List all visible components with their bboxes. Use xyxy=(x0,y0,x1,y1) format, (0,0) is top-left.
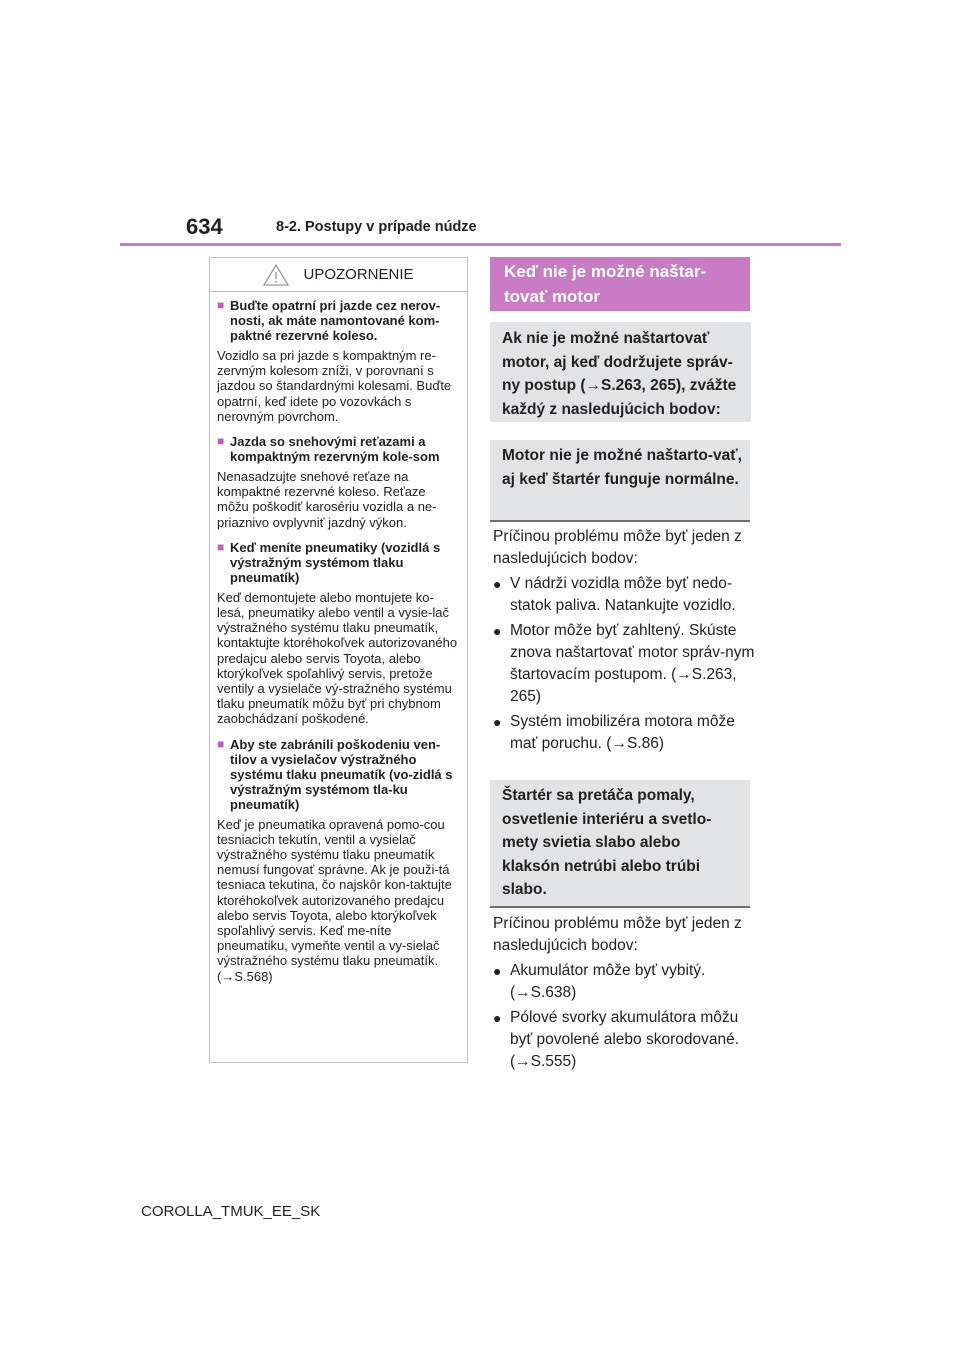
warning-triangle-icon xyxy=(263,264,289,286)
list-item-text: Akumulátor môže byť vybitý. (→S.638) xyxy=(510,962,706,1001)
warning-section-text: Nenasadzujte snehové reťaze na kompaktné rezervné koleso. Reťaze môžu poškodiť karosériu vozidla a ne-priaznivo ovplyvniť jazdný výkon. xyxy=(217,469,437,530)
warning-section xyxy=(217,540,461,727)
warning-title: UPOZORNENIE xyxy=(303,266,414,283)
warning-header xyxy=(210,258,467,292)
warning-box xyxy=(209,257,468,1063)
case2-lead: Príčinou problému môže byť jeden z nasledujúcich bodov: xyxy=(493,915,742,954)
warning-heading-text: Buďte opatrní pri jazde cez nerov-nosti, ak máte namontované kom-paktné rezervné koleso. xyxy=(230,298,441,343)
bullet-dot-icon: ● xyxy=(493,576,502,592)
header-rule xyxy=(120,243,841,246)
page-number: 634 xyxy=(186,214,223,239)
case1-content xyxy=(493,526,755,755)
intro-box: Ak nie je možné naštartovať motor, aj keď dodržujete správ-ny postup (→S.263, 265), zvážte každý z nasledujúcich bodov: xyxy=(490,322,751,422)
list-item-text: Systém imobilizéra motora môže mať poruchu. (→S.86) xyxy=(510,713,735,752)
square-bullet-icon: ■ xyxy=(217,298,225,312)
warning-section-text: Vozidlo sa pri jazde s kompaktným re-zervným kolesom zníži, v porovnaní s jazdou so štandardnými kolesami. Buďte opatrní, keď idete po vozovkách s nerovným povrchom. xyxy=(217,348,452,424)
warning-section-heading xyxy=(217,434,461,464)
bullet-dot-icon: ● xyxy=(493,963,502,979)
section-title: 8-2. Postupy v prípade núdze xyxy=(276,219,477,235)
list-item xyxy=(493,1007,755,1073)
warning-section-heading xyxy=(217,737,461,812)
warning-section xyxy=(217,434,461,530)
warning-heading-text: Aby ste zabránili poškodeniu ven-tilov a vysielačov výstražného systému tlaku pneumatík (vo-zidlá s výstražným systémom tla-ku pneumatík) xyxy=(230,736,453,812)
topic-banner: Keď nie je možné naštar-tovať motor xyxy=(490,257,750,311)
warning-section-text: Keď je pneumatika opravená pomo-cou tesniacich tekutín, ventil a vysielač výstražného systému tlaku pneumatík nemusí fungovať správne. Ak je použi-tá tesniaca tekutina, čo najskôr kon-taktujte ktoréhokoľvek autorizovaného predajcu alebo servis Toyota, alebo ktorýkoľvek spoľahlivý servis. Keď me-níte pneumatiku, vymeňte ventil a vy-sielač výstražného systému tlaku pneumatík. (→S.568) xyxy=(217,816,452,984)
square-bullet-icon: ■ xyxy=(217,539,225,554)
square-bullet-icon: ■ xyxy=(217,736,225,751)
list-item xyxy=(493,711,755,755)
bullet-dot-icon: ● xyxy=(493,623,502,639)
warning-body xyxy=(210,292,467,984)
case2-content xyxy=(493,913,755,1073)
warning-heading-text: Keď meníte pneumatiky (vozidlá s výstražným systémom tlaku pneumatík) xyxy=(230,539,441,585)
case1-heading-box: Motor nie je možné naštarto-vať, aj keď štartér funguje normálne. xyxy=(490,440,750,522)
footer-document-id: COROLLA_TMUK_EE_SK xyxy=(141,1203,321,1220)
warning-heading-text: Jazda so snehovými reťazami a kompaktným rezervným kole-som xyxy=(230,434,440,465)
list-item xyxy=(493,960,755,1004)
list-item xyxy=(493,620,755,708)
bullet-dot-icon: ● xyxy=(493,1010,502,1026)
list-item-text: Pólové svorky akumulátora môžu byť povolené alebo skorodované. (→S.555) xyxy=(510,1009,740,1070)
bullet-dot-icon: ● xyxy=(493,714,502,730)
case1-lead: Príčinou problému môže byť jeden z nasledujúcich bodov: xyxy=(493,528,742,567)
square-bullet-icon: ■ xyxy=(217,434,225,449)
list-item-text: Motor môže byť zahltený. Skúste znova naštartovať motor správ-nym štartovacím postupom. (→S.263, 265) xyxy=(510,622,755,705)
warning-section-heading xyxy=(217,298,461,343)
warning-section xyxy=(217,737,461,984)
list-item-text: V nádrži vozidla môže byť nedo-statok paliva. Natankujte vozidlo. xyxy=(510,575,736,614)
list-item xyxy=(493,573,755,617)
warning-section-text: Keď demontujete alebo montujete ko-lesá, pneumatiky alebo ventil a vysie-lač výstražného systému tlaku pneumatík, kontaktujte ktoréhokoľvek autorizovaného predajcu alebo servis Toyota, alebo ktorýkoľvek spoľahlivý servis, pretože ventily a vysielače vý-stražného systému tlaku pneumatík môžu byť pri chybnom zaobchádzaní poškodené. xyxy=(217,589,458,727)
case2-heading-box: Štartér sa pretáča pomaly, osvetlenie interiéru a svetlo-mety svietia slabo alebo klaksón netrúbi alebo trúbi slabo. xyxy=(490,780,750,908)
warning-section xyxy=(217,298,461,424)
warning-section-heading xyxy=(217,540,461,585)
